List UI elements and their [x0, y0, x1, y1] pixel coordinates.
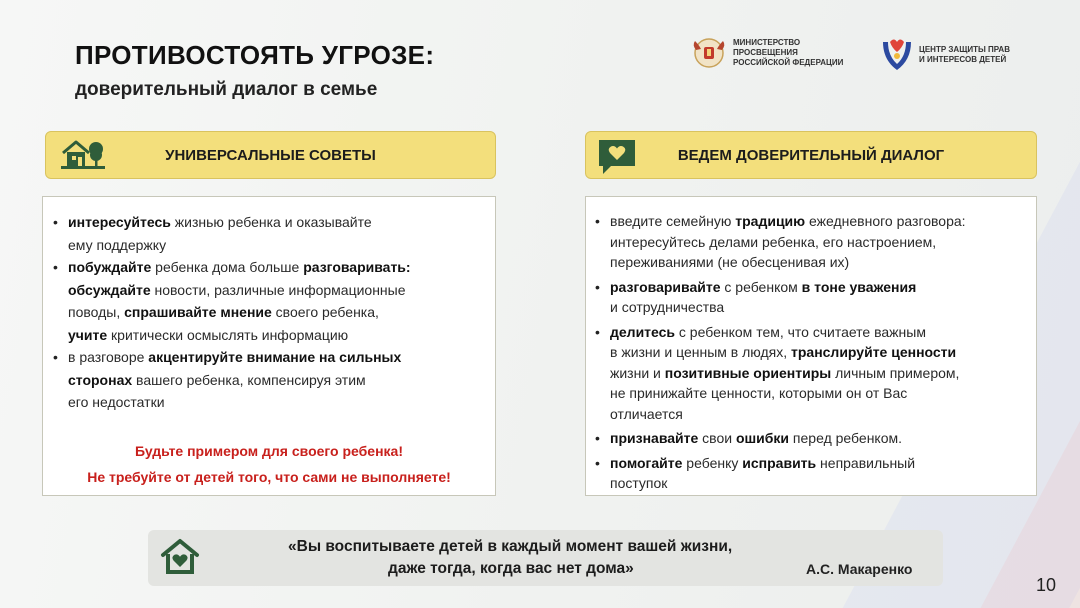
list-item	[595, 277, 1027, 318]
list-item-text: введите семейную	[610, 213, 736, 229]
list-item-emphasis: исправить	[742, 454, 817, 471]
list-item-emphasis: в тоне уважения	[801, 278, 917, 295]
list-item-text: ребенка дома больше	[151, 259, 304, 275]
list-item-text: ему поддержку	[68, 236, 167, 253]
list-item-emphasis: разговаривать:	[303, 259, 411, 275]
list-item-emphasis: делитесь	[610, 323, 676, 340]
list-item-text: вашего ребенка, компенсируя этим	[132, 371, 366, 388]
quote-author: А.С. Макаренко	[806, 561, 913, 577]
page-subtitle: доверительный диалог в семье	[75, 79, 378, 100]
list-item	[595, 322, 1027, 425]
list-item-text: неправильный	[816, 454, 916, 471]
house-heart-icon	[159, 535, 201, 577]
list-item	[53, 256, 473, 346]
list-item-emphasis: сторонах	[68, 371, 133, 388]
list-item-text: и сотрудничества	[610, 299, 725, 315]
list-item-emphasis: позитивные ориентиры	[664, 364, 832, 381]
heart-chat-icon	[597, 138, 637, 178]
list-item-text: жизнью ребенка и оказывайте	[170, 214, 372, 230]
center-logo-line1: ЦЕНТР ЗАЩИТЫ ПРАВ	[919, 45, 1010, 54]
list-item-emphasis: учите	[68, 326, 108, 343]
list-item-text: с ребенком тем, что считаете важным	[675, 323, 926, 340]
list-item-text: не принижайте ценности, которыми он от Вас	[610, 385, 908, 401]
list-item-emphasis: интересуйтесь	[68, 214, 171, 230]
list-item-text: переживаниями (не обесценивая их)	[610, 254, 850, 270]
list-item-text: в жизни и ценным в людях,	[610, 344, 791, 360]
list-item-emphasis: спрашивайте мнение	[124, 304, 272, 320]
list-item-text: жизни и	[610, 364, 665, 381]
universal-tips-card	[42, 196, 496, 496]
center-emblem-icon	[880, 36, 914, 74]
right-section-header	[585, 131, 1037, 179]
list-item-text: своего ребенка,	[271, 304, 379, 320]
list-item-text: поступок	[610, 475, 668, 491]
list-item-text: новости, различные информационные	[150, 281, 406, 298]
example-note: Будьте примером для своего ребенка!	[134, 443, 403, 459]
list-item-emphasis: побуждайте	[68, 259, 152, 275]
page-title: ПРОТИВОСТОЯТЬ УГРОЗЕ:	[75, 40, 435, 70]
list-item	[53, 346, 473, 414]
list-item-text: интересуйтесь делами ребенка, его настроением,	[610, 233, 937, 250]
quote-line-2: даже тогда, когда вас нет дома»	[388, 560, 634, 577]
ministry-logo	[690, 36, 863, 70]
left-section-header	[45, 131, 496, 179]
list-item	[595, 453, 1027, 494]
list-item-text: в разговоре	[68, 349, 149, 365]
ministry-logo-line2: РОССИЙСКОЙ ФЕДЕРАЦИИ	[733, 58, 844, 67]
list-item	[53, 211, 473, 256]
house-tree-icon	[60, 135, 106, 175]
list-item-text: ежедневного разговора:	[805, 213, 966, 229]
quote-line-1: «Вы воспитываете детей в каждый момент вашей жизни,	[288, 538, 733, 555]
list-item	[595, 428, 1027, 449]
page-number: 10	[1036, 575, 1057, 595]
list-item	[595, 211, 1027, 273]
ministry-emblem-icon	[690, 36, 728, 70]
center-logo-line2: И ИНТЕРЕСОВ ДЕТЕЙ	[919, 55, 1007, 64]
list-item-text: критически осмыслять информацию	[107, 326, 349, 343]
list-item-text: ребенку	[682, 454, 743, 471]
list-item-text: его недостатки	[68, 394, 165, 410]
list-item-emphasis: транслируйте ценности	[791, 344, 957, 360]
list-item-emphasis: ошибки	[735, 430, 790, 446]
ministry-logo-line1: МИНИСТЕРСТВО ПРОСВЕЩЕНИЯ	[733, 38, 801, 57]
quote-box	[148, 530, 943, 586]
demand-note: Не требуйте от детей того, что сами не выполняете!	[87, 469, 451, 485]
list-item-emphasis: признавайте	[610, 430, 699, 446]
list-item-emphasis: акцентируйте внимание на сильных	[148, 349, 402, 365]
list-item-emphasis: обсуждайте	[68, 281, 151, 298]
right-section-title: ВЕДЕМ ДОВЕРИТЕЛЬНЫЙ ДИАЛОГ	[677, 146, 945, 164]
list-item-text: личным примером,	[831, 364, 960, 381]
list-item-text: отличается	[610, 405, 683, 422]
left-section-title: УНИВЕРСАЛЬНЫЕ СОВЕТЫ	[165, 146, 376, 164]
list-item-emphasis: традицию	[735, 213, 806, 229]
list-item-emphasis: помогайте	[610, 454, 683, 471]
list-item-emphasis: разговаривайте	[610, 278, 721, 295]
list-item-text: свои	[698, 430, 736, 446]
list-item-text: поводы,	[68, 304, 125, 320]
center-logo	[880, 36, 1049, 74]
list-item-text: перед ребенком.	[789, 430, 903, 446]
list-item-text: с ребенком	[720, 278, 802, 295]
trust-dialog-card	[585, 196, 1037, 496]
